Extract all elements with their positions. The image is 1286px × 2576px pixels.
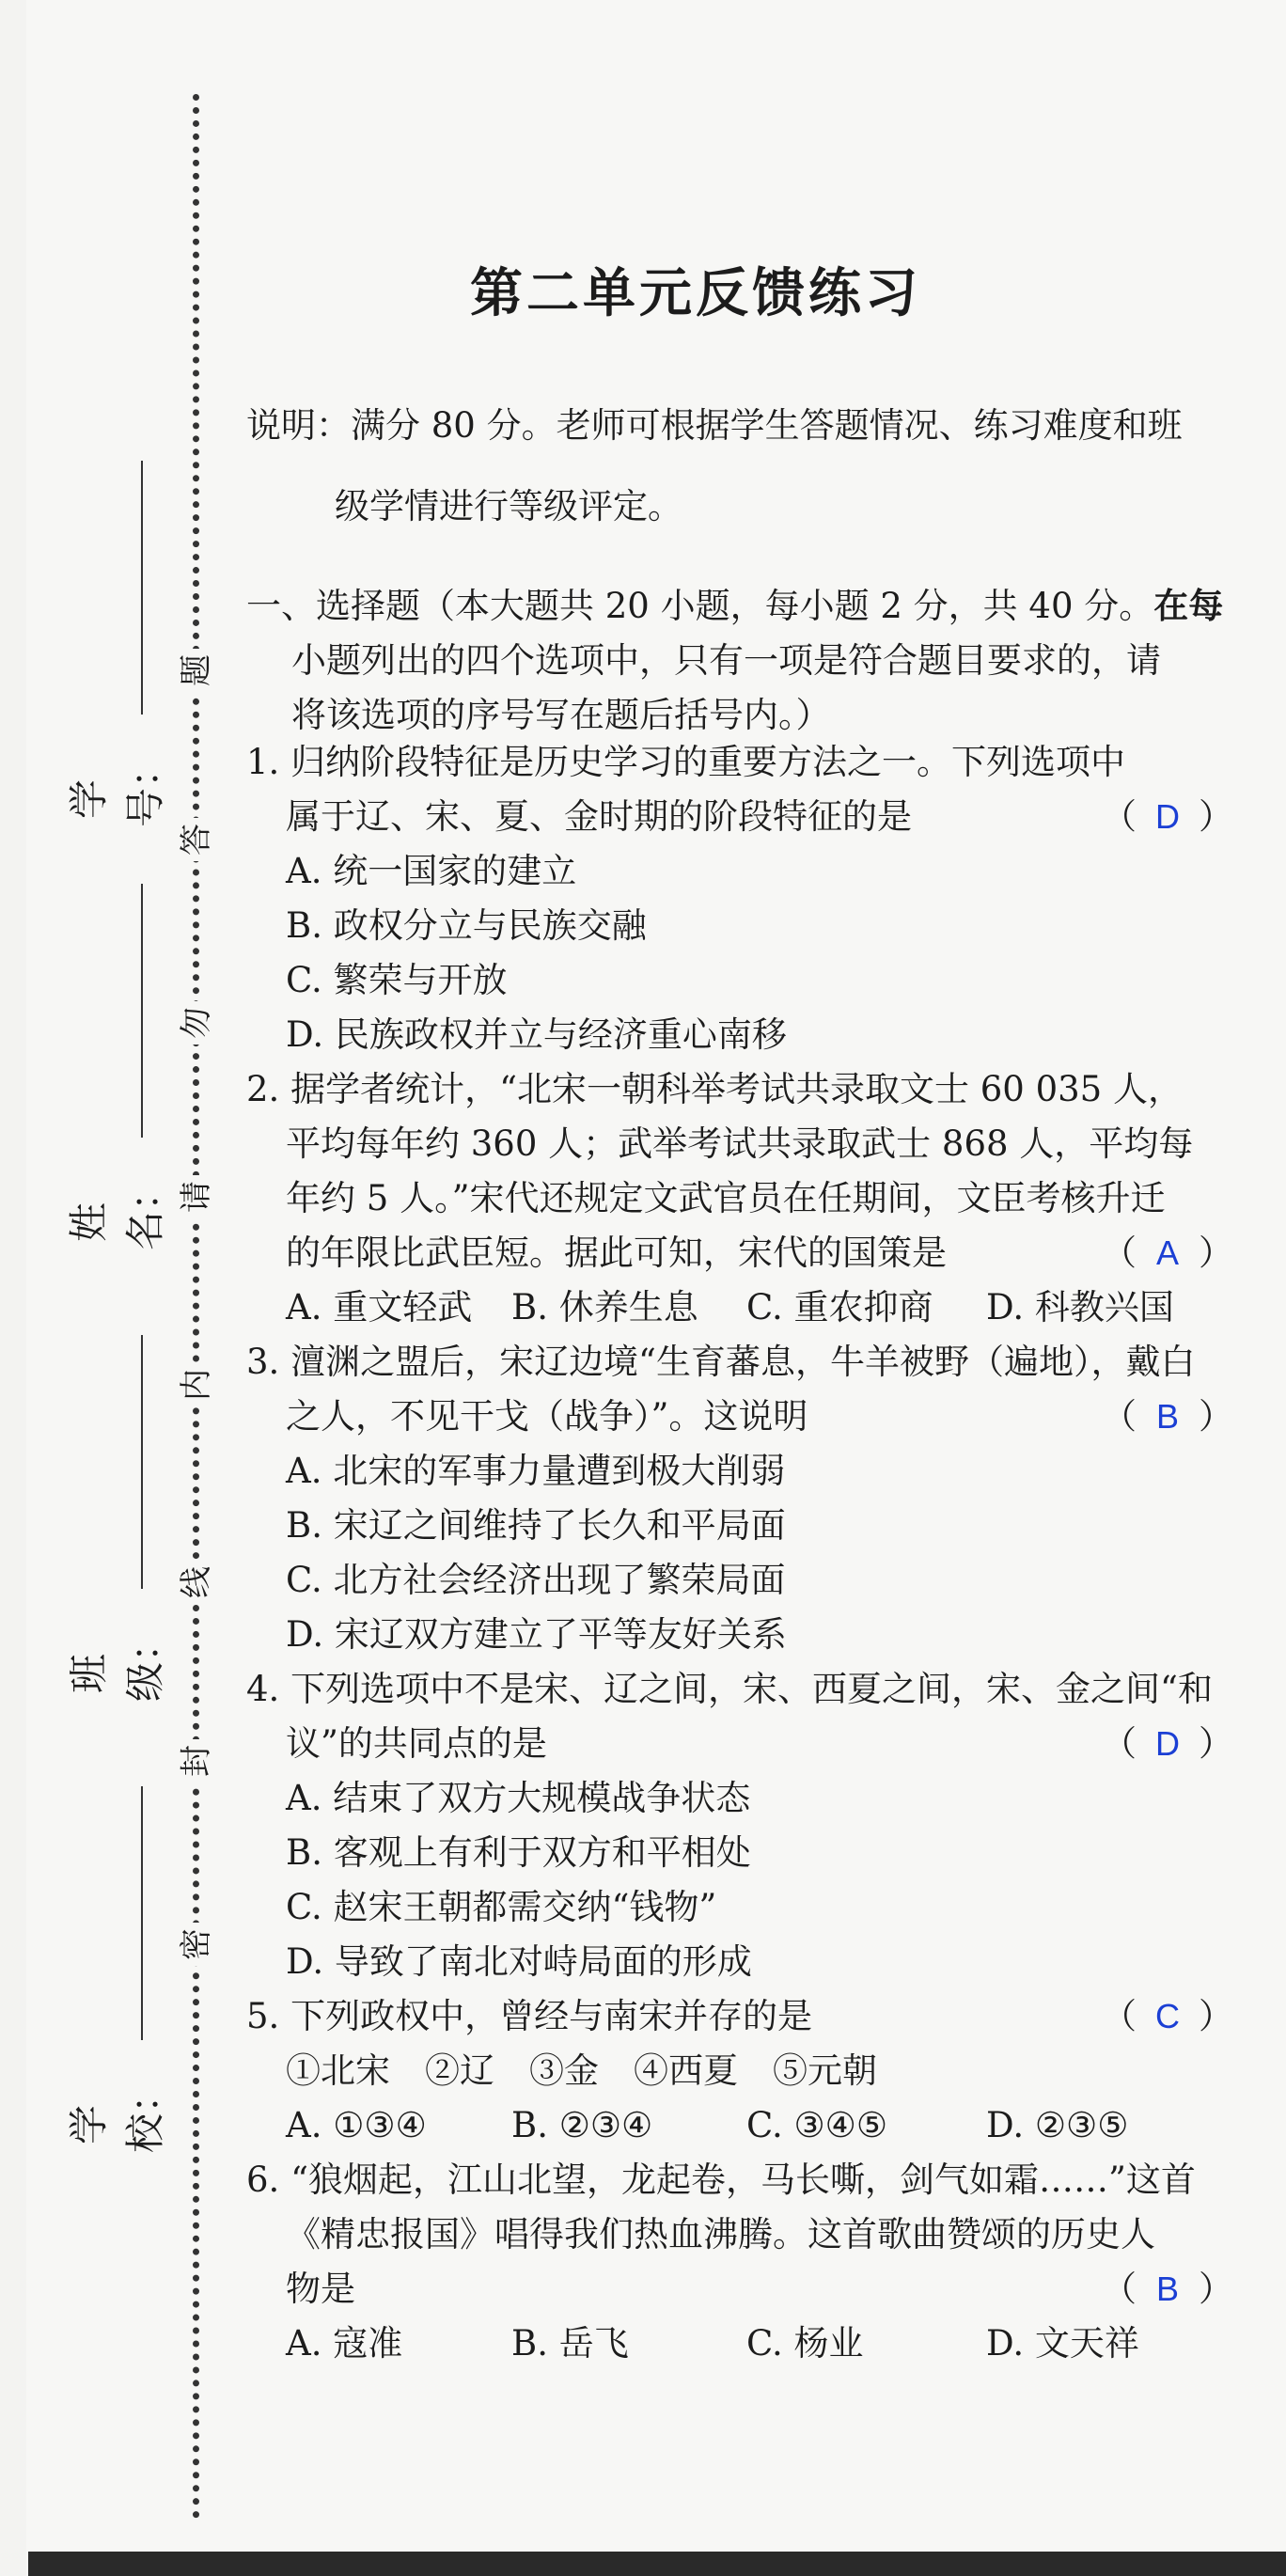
question-stem: 属于辽、宋、夏、金时期的阶段特征的是 （ D ）: [246, 790, 1252, 844]
answer-bracket: （ D ）: [1102, 1717, 1233, 1771]
student-id-field[interactable]: [141, 461, 143, 715]
question-stem: 物是 （ B ）: [246, 2262, 1252, 2317]
answer-bracket: （ A ）: [1102, 1226, 1233, 1280]
answer-bracket: （ B ）: [1102, 2262, 1233, 2317]
instructions: [246, 385, 1243, 547]
option: B. 岳飞: [511, 2323, 629, 2364]
student-id-label: 学号：: [66, 747, 168, 827]
seal-char: 线: [175, 1561, 218, 1604]
option: D. 导致了南北对峙局面的形成: [286, 1941, 752, 1982]
answer-letter: A: [1155, 1233, 1179, 1272]
question-stem: 平均每年约 360 人；武举考试共录取武士 868 人，平均每: [286, 1123, 1194, 1164]
seal-char: 请: [175, 1175, 218, 1218]
question-stem: 议”的共同点的是 （ D ）: [246, 1717, 1252, 1771]
answer-letter: D: [1155, 1724, 1180, 1763]
option: B. 休养生息: [511, 1287, 698, 1327]
option: B. ②③④: [511, 2105, 653, 2145]
options-row: [246, 1280, 1252, 1335]
options-row: [246, 2098, 1252, 2153]
item-list: ①北宋 ②辽 ③金 ④西夏 ⑤元朝: [286, 2050, 877, 2091]
name-label: 姓名：: [66, 1170, 168, 1250]
page-title: 第二单元反馈练习: [470, 262, 921, 324]
question-stem: 4. 下列选项中不是宋、辽之间，宋、西夏之间，宋、金之间“和: [246, 1669, 1213, 1709]
option: B. 客观上有利于双方和平相处: [286, 1832, 751, 1873]
answer-letter: D: [1155, 797, 1180, 836]
option: A. 北宋的军事力量遭到极大削弱: [286, 1451, 786, 1491]
answer-bracket: （ C ）: [1102, 1989, 1233, 2044]
question-stem: 6. “狼烟起，江山北望，龙起卷，马长嘶，剑气如霜……”这首: [246, 2160, 1196, 2200]
option: D. 文天祥: [986, 2323, 1139, 2364]
answer-letter: C: [1155, 1997, 1180, 2035]
option: B. 政权分立与民族交融: [286, 905, 647, 946]
seal-char: 题: [175, 649, 218, 692]
question-2: [246, 1062, 1252, 1335]
option: A. 寇准: [286, 2323, 403, 2364]
section-desc-line: 小题列出的四个选项中，只有一项是符合题目要求的，请: [291, 640, 1161, 681]
seal-char: 勿: [175, 1001, 218, 1045]
school-label: 学校：: [66, 2073, 168, 2153]
options-row: [246, 2317, 1252, 2371]
page-bottom-edge: [28, 2552, 1286, 2576]
instructions-line: 级学情进行等级评定。: [335, 486, 682, 526]
answer-letter: B: [1155, 2270, 1179, 2308]
section-desc-bold: 在每: [1153, 585, 1224, 626]
section-desc: （本大题共 20 小题，每小题 2 分，共 40 分。: [420, 586, 1154, 626]
instructions-line: 说明：满分 80 分。老师可根据学生答题情况、练习难度和班: [246, 405, 1183, 446]
seal-char: 内: [175, 1363, 218, 1406]
option: D. ②③⑤: [986, 2105, 1129, 2145]
option: A. 统一国家的建立: [286, 851, 577, 891]
option: D. 科教兴国: [986, 1287, 1174, 1327]
section-title: 一、选择题: [246, 586, 420, 626]
option: A. ①③④: [286, 2105, 427, 2145]
section-heading: [246, 578, 1243, 743]
option: C. 杨业: [746, 2323, 864, 2364]
option: A. 重文轻武: [286, 1287, 473, 1327]
option: D. 宋辽双方建立了平等友好关系: [286, 1614, 787, 1655]
answer-bracket: （ D ）: [1102, 790, 1233, 844]
class-field[interactable]: [141, 1335, 143, 1589]
option: D. 民族政权并立与经济重心南移: [286, 1014, 787, 1055]
seal-dotted-line: [193, 94, 199, 2520]
seal-char: 答: [175, 818, 218, 861]
answer-letter: B: [1155, 1397, 1179, 1436]
question-1: [246, 735, 1252, 1062]
option: C. 繁荣与开放: [286, 960, 508, 1000]
option: C. 北方社会经济出现了繁荣局面: [286, 1560, 786, 1600]
question-5: [246, 1989, 1252, 2153]
question-stem: 《精忠报国》唱得我们热血沸腾。这首歌曲赞颂的历史人: [286, 2214, 1155, 2254]
section-desc-line: 将该选项的序号写在题后括号内。）: [291, 695, 831, 735]
class-label: 班级：: [66, 1622, 168, 1702]
answer-bracket: （ B ）: [1102, 1390, 1233, 1444]
school-field[interactable]: [141, 1786, 143, 2040]
question-stem: 2. 据学者统计，“北宋一朝科举考试共录取文士 60 035 人，: [246, 1069, 1183, 1109]
question-stem: 5. 下列政权中，曾经与南宋并存的是 （ C ）: [246, 1989, 1252, 2044]
question-3: [246, 1335, 1252, 1662]
option: A. 结束了双方大规模战争状态: [286, 1778, 751, 1818]
question-stem: 的年限比武臣短。据此可知，宋代的国策是 （ A ）: [246, 1226, 1252, 1280]
question-4: [246, 1662, 1252, 1989]
question-stem: 1. 归纳阶段特征是历史学习的重要方法之一。下列选项中: [246, 742, 1126, 782]
question-stem: 之人，不见干戈（战争）”。这说明 （ B ）: [246, 1390, 1252, 1444]
option: B. 宋辽之间维持了长久和平局面: [286, 1505, 786, 1546]
option: C. 重农抑商: [746, 1287, 933, 1327]
option: C. ③④⑤: [746, 2105, 888, 2145]
name-field[interactable]: [141, 884, 143, 1138]
question-6: [246, 2153, 1252, 2371]
question-stem: 年约 5 人。”宋代还规定文武官员在任期间，文臣考核升迁: [286, 1178, 1166, 1218]
question-stem: 3. 澶渊之盟后，宋辽边境“生育蕃息，牛羊被野（遍地），戴白: [246, 1342, 1196, 1382]
seal-char: 封: [175, 1739, 218, 1783]
seal-char: 密: [175, 1923, 218, 1966]
option: C. 赵宋王朝都需交纳“钱物”: [286, 1887, 717, 1927]
